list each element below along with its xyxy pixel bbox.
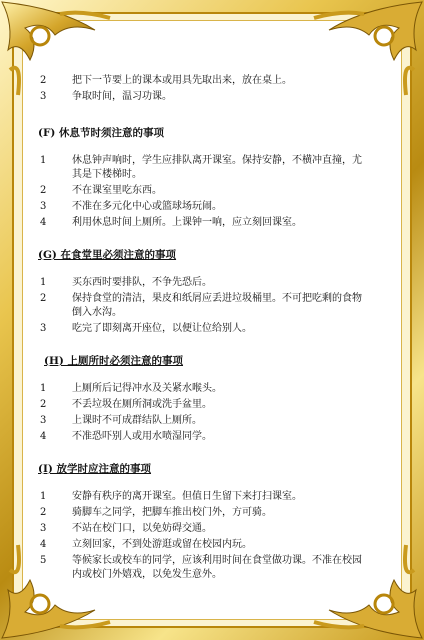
- item-text: 吃完了即刻离开座位，以便让位给别人。: [72, 323, 252, 334]
- item-number: 3: [40, 201, 47, 212]
- item-text: 不准恐吓别人或用水喷湿同学。: [72, 431, 212, 442]
- section-title: (H) 上厕所时必须注意的事项: [44, 355, 184, 367]
- list-item: [38, 506, 368, 520]
- rules-document: [38, 70, 368, 582]
- list-item: [38, 216, 368, 230]
- item-number: 2: [40, 185, 47, 196]
- item-number: 1: [40, 383, 47, 394]
- item-text: 等候家长或校车的同学，应该利用时间在食堂做功课。不准在校园内或校门外嬉戏，以免发生意外。: [72, 555, 362, 580]
- list-item: [38, 322, 368, 336]
- section-f-list: [38, 154, 368, 230]
- section-heading-f: (F) 休息节时须注意的事项: [38, 127, 165, 139]
- list-item: [38, 184, 368, 198]
- list-item: [38, 74, 368, 88]
- section-title: (I) 放学时应注意的事项: [38, 463, 152, 475]
- item-number: 5: [40, 555, 47, 566]
- item-text: 不准在多元化中心或篮球场玩闹。: [72, 201, 222, 212]
- item-text: 保持食堂的清洁，果皮和纸屑应丢进垃圾桶里。不可把吃剩的食物倒入水沟。: [72, 293, 362, 318]
- section-i-list: [38, 490, 368, 582]
- section-title: (G) 在食堂里必须注意的事项: [38, 249, 177, 261]
- list-item: [38, 414, 368, 428]
- item-text: 立刻回家，不到处游逛或留在校园内玩。: [72, 539, 252, 550]
- list-item: [38, 200, 368, 214]
- list-item: [38, 398, 368, 412]
- item-text: 安静有秩序的离开课室。但值日生留下来打扫课室。: [72, 491, 302, 502]
- item-number: 1: [40, 491, 47, 502]
- item-text: 争取时间，温习功课。: [72, 91, 172, 102]
- item-number: 2: [40, 507, 47, 518]
- section-g-list: [38, 276, 368, 336]
- item-text: 不站在校门口，以免妨碍交通。: [72, 523, 212, 534]
- item-text: 利用休息时间上厕所。上课钟一响，应立刻回课室。: [72, 217, 302, 228]
- item-number: 4: [40, 539, 47, 550]
- item-text: 买东西时要排队，不争先恐后。: [72, 277, 212, 288]
- item-number: 3: [40, 523, 47, 534]
- section-heading-h: [38, 354, 368, 368]
- section-heading-g: [38, 248, 368, 262]
- section-h-list: [38, 382, 368, 444]
- item-number: 4: [40, 217, 47, 228]
- item-text: 休息钟声响时，学生应排队离开课室。保持安静，不横冲直撞，尤其是下楼梯时。: [72, 155, 362, 180]
- item-number: 2: [40, 75, 47, 86]
- item-number: 4: [40, 431, 47, 442]
- list-item: [38, 90, 368, 104]
- item-number: 2: [40, 399, 47, 410]
- item-number: 2: [40, 293, 47, 304]
- item-text: 上课时不可成群结队上厕所。: [72, 415, 202, 426]
- list-item: [38, 430, 368, 444]
- list-item: [38, 276, 368, 290]
- list-item: [38, 154, 368, 182]
- item-text: 不丢垃圾在厕所洞或洗手盆里。: [72, 399, 212, 410]
- item-number: 3: [40, 323, 47, 334]
- item-text: 不在课室里吃东西。: [72, 185, 162, 196]
- item-number: 1: [40, 277, 47, 288]
- item-number: 1: [40, 155, 47, 166]
- list-item: [38, 292, 368, 320]
- item-number: 3: [40, 91, 47, 102]
- list-item: [38, 522, 368, 536]
- item-text: 上厕所后记得冲水及关紧水喉头。: [72, 383, 222, 394]
- section-heading-i: [38, 462, 368, 476]
- list-item: [38, 490, 368, 504]
- item-text: 骑脚车之同学，把脚车推出校门外，方可骑。: [72, 507, 272, 518]
- list-item: [38, 538, 368, 552]
- list-item: [38, 382, 368, 396]
- item-number: 3: [40, 415, 47, 426]
- item-text: 把下一节要上的课本或用具先取出来，放在桌上。: [72, 75, 292, 86]
- list-item: [38, 554, 368, 582]
